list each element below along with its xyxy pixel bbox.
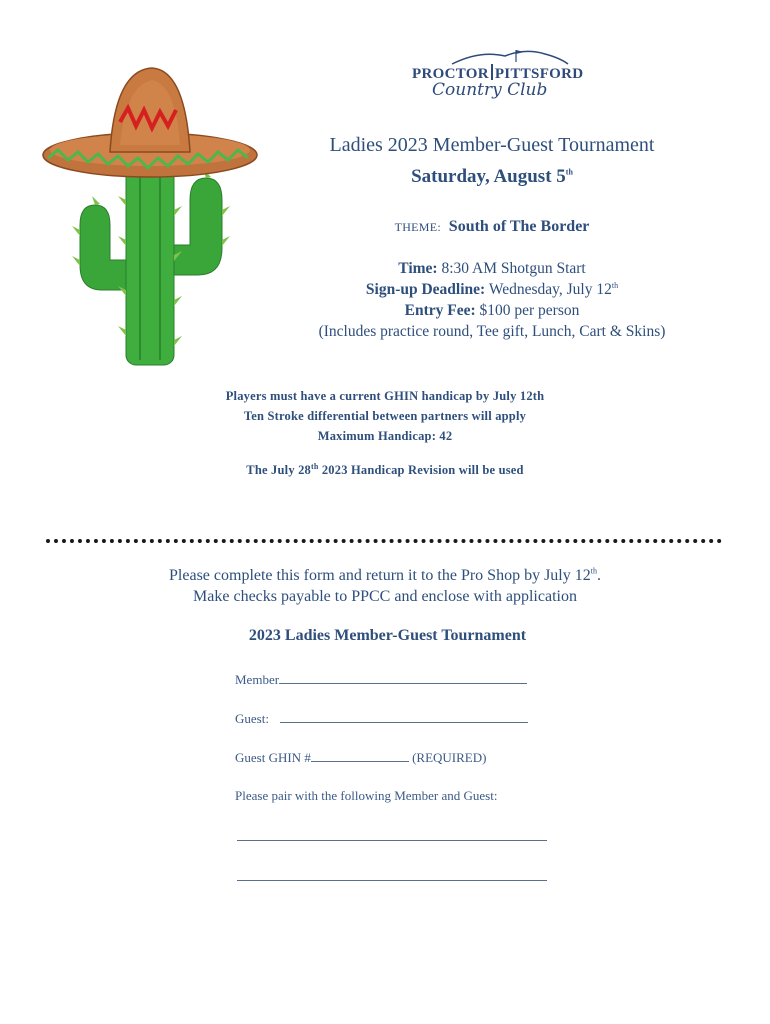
time-value: 8:30 AM Shotgun Start: [441, 260, 586, 277]
form-instructions: [110, 565, 660, 607]
ghin-required-note: (REQUIRED): [412, 750, 487, 765]
deadline-value: Wednesday, July 12: [488, 281, 612, 298]
deadline-line: [280, 279, 704, 300]
instruction-return-text: Please complete this form and return it to the Pro Shop by July 12: [169, 567, 591, 584]
pair-label: Please pair with the following Member and Guest:: [235, 788, 498, 803]
member-label: Member: [235, 672, 280, 687]
instruction-return: [110, 565, 660, 586]
event-date-text: Saturday, August 5: [411, 166, 566, 187]
ghin-field[interactable]: [235, 749, 486, 766]
revision-sup: th: [311, 461, 319, 471]
logo-pittsford: PITTSFORD: [494, 66, 584, 82]
club-logo: [412, 46, 582, 108]
theme-label: THEME:: [394, 220, 442, 234]
instruction-payment: Make checks payable to PPCC and enclose with application: [193, 588, 577, 605]
logo-country-club: Country Club: [432, 80, 548, 100]
revision-post: 2023 Handicap Revision will be used: [318, 463, 524, 477]
guest-field[interactable]: [235, 710, 528, 727]
rule-differential: Ten Stroke differential between partners will apply: [243, 409, 527, 423]
handicap-revision: [160, 463, 610, 478]
fee-value: $100 per person: [479, 302, 580, 319]
dotted-separator: [46, 539, 722, 543]
rule-ghin: Players must have a current GHIN handicap by July 12th: [225, 389, 545, 403]
eligibility-rules: [160, 386, 610, 446]
theme-value: South of The Border: [448, 218, 590, 235]
time-label: Time:: [398, 260, 438, 277]
guest-label: Guest:: [235, 711, 269, 726]
cactus-sombrero-illustration: [40, 60, 260, 370]
deadline-suffix: th: [611, 280, 619, 290]
ghin-input-line[interactable]: [311, 749, 409, 762]
guest-input-line[interactable]: [280, 710, 528, 723]
instruction-return-sup: th: [590, 566, 597, 576]
pair-guest-line[interactable]: [237, 880, 547, 881]
time-line: [280, 258, 704, 279]
member-field[interactable]: [235, 671, 527, 688]
rule-max-handicap: Maximum Handicap: 42: [317, 429, 453, 443]
logo-proctor: PROCTOR: [412, 66, 489, 82]
member-input-line[interactable]: [279, 671, 527, 684]
revision-pre: The July 28: [246, 463, 312, 477]
event-title: Ladies 2023 Member-Guest Tournament: [329, 134, 655, 156]
fee-label: Entry Fee:: [404, 302, 476, 319]
deadline-label: Sign-up Deadline:: [365, 281, 486, 298]
form-title: 2023 Ladies Member-Guest Tournament: [248, 627, 527, 644]
instruction-return-end: .: [596, 567, 601, 584]
includes-line: (Includes practice round, Tee gift, Lunch, Cart & Skins): [318, 323, 666, 340]
logo-divider: [491, 64, 493, 80]
event-details: [280, 258, 704, 342]
fee-line: [280, 300, 704, 321]
event-date: [300, 166, 684, 188]
event-theme: [300, 218, 684, 236]
event-date-suffix: th: [565, 167, 573, 177]
mountain-logo-icon: [450, 46, 570, 66]
ghin-label: Guest GHIN #: [235, 750, 311, 765]
pair-member-line[interactable]: [237, 840, 547, 841]
